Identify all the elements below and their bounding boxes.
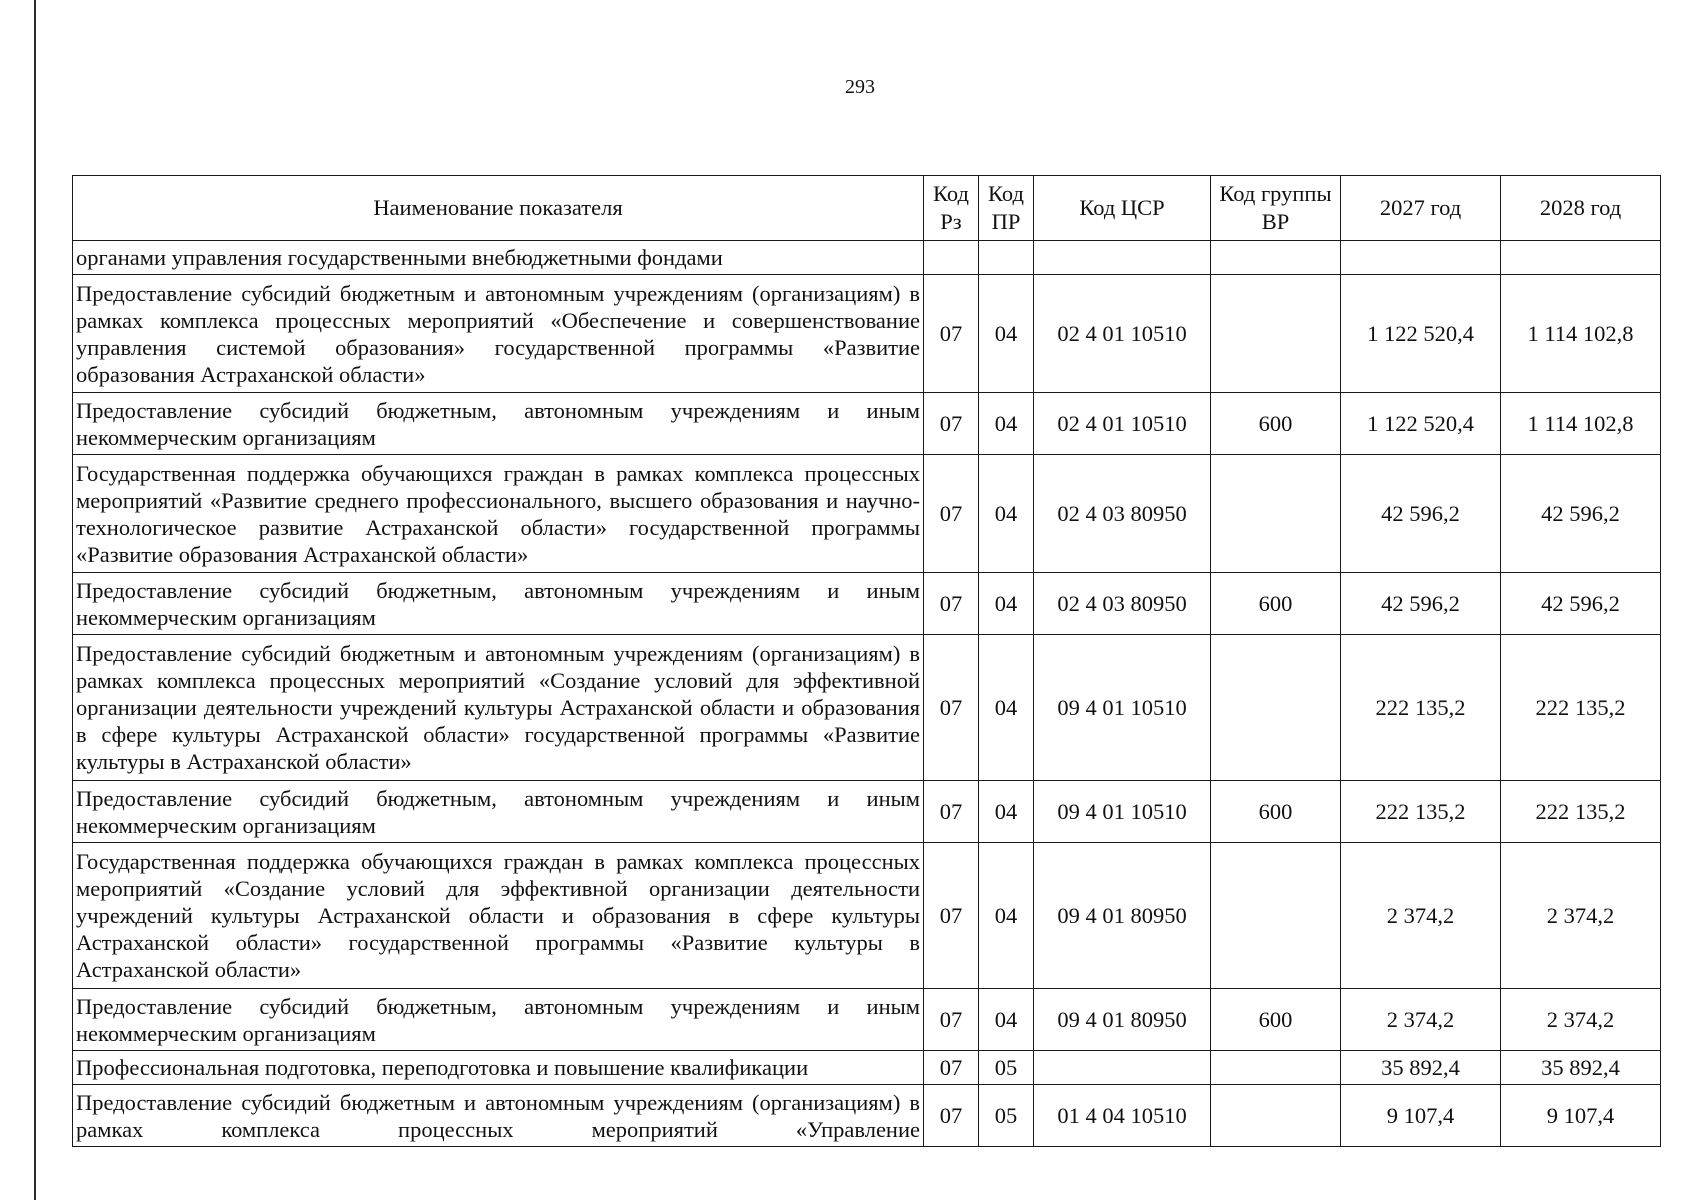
budget-table (72, 175, 1661, 1147)
row-2027: 42 596,2 (1341, 573, 1501, 635)
row-2028: 35 892,4 (1501, 1051, 1661, 1085)
table-row (73, 1051, 1661, 1085)
row-vr (1211, 635, 1341, 781)
row-pr: 04 (979, 455, 1034, 573)
row-name: Государственная поддержка обучающихся граждан в рамках комплекса процессных мероприятий «Развитие среднего профессионального, высшего образования и научно-технологическое развитие Астраханской области» государственной программы «Развитие образования Астраханской области» (73, 455, 924, 573)
header-pr: Код ПР (979, 176, 1034, 241)
row-2027 (1341, 241, 1501, 275)
row-rz: 07 (924, 275, 979, 393)
row-name: Предоставление субсидий бюджетным и автономным учреждениям (организациям) в рамках комплекса процессных мероприятий «Создание условий для эффективной организации деятельности учреждений культуры Астраханской области и образования в сфере культуры Астраханской области» государственной программы «Развитие культуры в Астраханской области» (73, 635, 924, 781)
row-rz: 07 (924, 843, 979, 989)
row-csr: 02 4 01 10510 (1034, 275, 1211, 393)
row-name: органами управления государственными внебюджетными фондами (73, 241, 924, 275)
row-vr (1211, 241, 1341, 275)
row-2027: 35 892,4 (1341, 1051, 1501, 1085)
row-2027: 2 374,2 (1341, 989, 1501, 1051)
row-rz: 07 (924, 1051, 979, 1085)
row-rz: 07 (924, 635, 979, 781)
row-pr: 04 (979, 989, 1034, 1051)
row-csr: 02 4 03 80950 (1034, 455, 1211, 573)
row-name: Предоставление субсидий бюджетным, автономным учреждениям и иным некоммерческим организациям (73, 989, 924, 1051)
row-2027: 1 122 520,4 (1341, 393, 1501, 455)
row-name: Предоставление субсидий бюджетным, автономным учреждениям и иным некоммерческим организациям (73, 573, 924, 635)
row-csr (1034, 1051, 1211, 1085)
row-csr: 09 4 01 80950 (1034, 843, 1211, 989)
row-pr: 05 (979, 1051, 1034, 1085)
row-csr: 02 4 01 10510 (1034, 393, 1211, 455)
row-2028 (1501, 241, 1661, 275)
row-name: Предоставление субсидий бюджетным, автономным учреждениям и иным некоммерческим организациям (73, 781, 924, 843)
header-2027: 2027 год (1341, 176, 1501, 241)
row-2027: 9 107,4 (1341, 1085, 1501, 1147)
header-vr: Код группы ВР (1211, 176, 1341, 241)
row-csr: 09 4 01 80950 (1034, 989, 1211, 1051)
row-pr: 04 (979, 275, 1034, 393)
row-name: Государственная поддержка обучающихся граждан в рамках комплекса процессных мероприятий «Создание условий для эффективной организации деятельности учреждений культуры Астраханской области и образования в сфере культуры Астраханской области» государственной программы «Развитие культуры в Астраханской области» (73, 843, 924, 989)
row-2028: 1 114 102,8 (1501, 275, 1661, 393)
row-rz: 07 (924, 455, 979, 573)
table-row (73, 455, 1661, 573)
row-vr (1211, 1051, 1341, 1085)
row-pr (979, 241, 1034, 275)
row-vr (1211, 275, 1341, 393)
page-number: 293 (845, 76, 875, 98)
row-2028: 42 596,2 (1501, 573, 1661, 635)
row-2028: 2 374,2 (1501, 989, 1661, 1051)
header-name: Наименование показателя (73, 176, 924, 241)
row-csr: 09 4 01 10510 (1034, 635, 1211, 781)
header-csr: Код ЦСР (1034, 176, 1211, 241)
table-row (73, 781, 1661, 843)
row-2028: 9 107,4 (1501, 1085, 1661, 1147)
table-row (73, 393, 1661, 455)
table-row (73, 275, 1661, 393)
row-vr: 600 (1211, 573, 1341, 635)
row-2027: 222 135,2 (1341, 781, 1501, 843)
row-2028: 1 114 102,8 (1501, 393, 1661, 455)
row-pr: 04 (979, 843, 1034, 989)
row-pr: 05 (979, 1085, 1034, 1147)
row-csr: 02 4 03 80950 (1034, 573, 1211, 635)
row-2027: 2 374,2 (1341, 843, 1501, 989)
row-2028: 2 374,2 (1501, 843, 1661, 989)
row-vr: 600 (1211, 393, 1341, 455)
row-pr: 04 (979, 635, 1034, 781)
row-vr (1211, 843, 1341, 989)
row-2027: 222 135,2 (1341, 635, 1501, 781)
scan-margin-line (34, 0, 36, 1200)
row-rz: 07 (924, 1085, 979, 1147)
row-pr: 04 (979, 573, 1034, 635)
row-name: Предоставление субсидий бюджетным, автономным учреждениям и иным некоммерческим организациям (73, 393, 924, 455)
row-csr (1034, 241, 1211, 275)
row-vr (1211, 1085, 1341, 1147)
row-rz: 07 (924, 573, 979, 635)
table-row (73, 241, 1661, 275)
row-2027: 1 122 520,4 (1341, 275, 1501, 393)
row-rz: 07 (924, 393, 979, 455)
row-csr: 01 4 04 10510 (1034, 1085, 1211, 1147)
row-pr: 04 (979, 393, 1034, 455)
row-name: Профессиональная подготовка, переподготовка и повышение квалификации (73, 1051, 924, 1085)
table-header-row (73, 176, 1661, 241)
table-row (73, 1085, 1661, 1147)
table-row (73, 843, 1661, 989)
row-2028: 222 135,2 (1501, 635, 1661, 781)
row-rz: 07 (924, 989, 979, 1051)
header-rz: Код Рз (924, 176, 979, 241)
row-vr: 600 (1211, 781, 1341, 843)
row-2028: 222 135,2 (1501, 781, 1661, 843)
row-vr: 600 (1211, 989, 1341, 1051)
row-vr (1211, 455, 1341, 573)
table-row (73, 635, 1661, 781)
row-name: Предоставление субсидий бюджетным и автономным учреждениям (организациям) в рамках комплекса процессных мероприятий «Обеспечение и совершенствование управления системой образования» государственной программы «Развитие образования Астраханской области» (73, 275, 924, 393)
row-2027: 42 596,2 (1341, 455, 1501, 573)
row-rz (924, 241, 979, 275)
table-row (73, 573, 1661, 635)
row-rz: 07 (924, 781, 979, 843)
row-2028: 42 596,2 (1501, 455, 1661, 573)
row-csr: 09 4 01 10510 (1034, 781, 1211, 843)
row-name: Предоставление субсидий бюджетным и автономным учреждениям (организациям) в рамках комплекса процессных мероприятий «Управление (73, 1085, 924, 1147)
header-2028: 2028 год (1501, 176, 1661, 241)
row-pr: 04 (979, 781, 1034, 843)
table-row (73, 989, 1661, 1051)
